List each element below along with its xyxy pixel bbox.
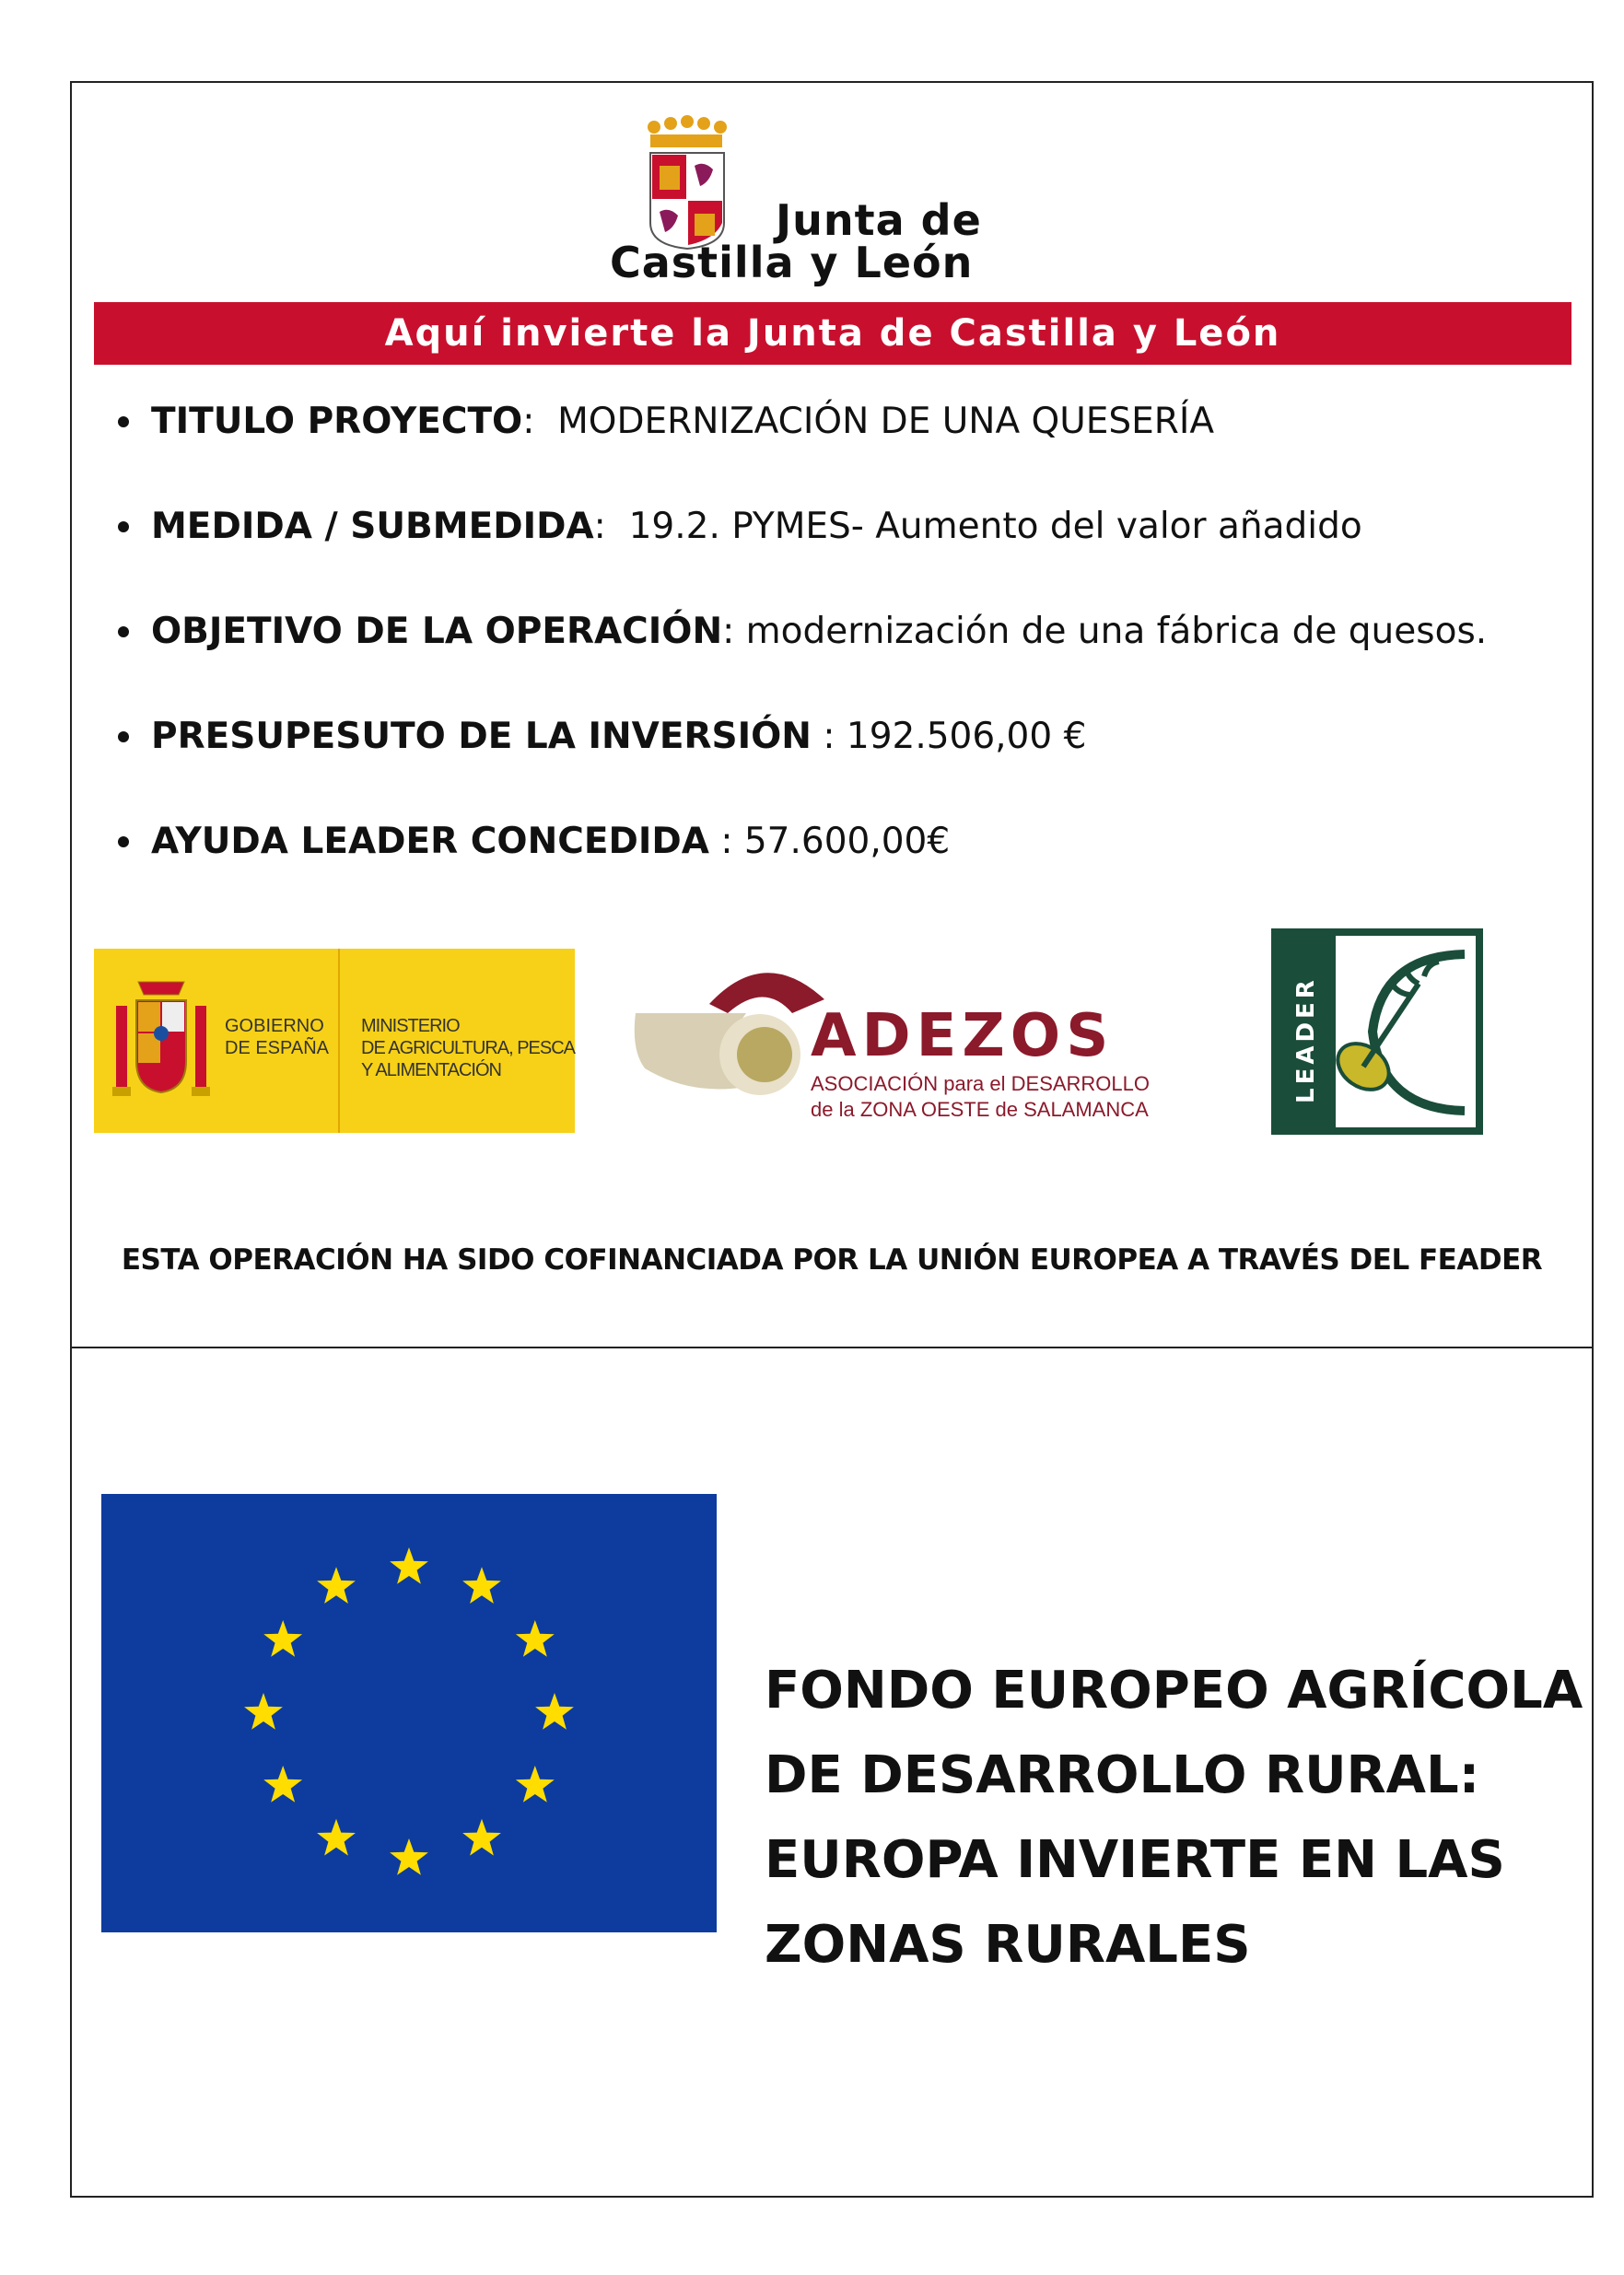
item-label: PRESUPESUTO DE LA INVERSIÓN [151, 716, 812, 757]
list-item [112, 601, 1549, 706]
gobierno-divider [338, 949, 340, 1133]
cofinanced-statement: ESTA OPERACIÓN HA SIDO COFINANCIADA POR LA UNIÓN EUROPEA A TRAVÉS DEL FEADER [121, 1243, 1543, 1277]
item-label: MEDIDA / SUBMEDIDA [151, 506, 594, 547]
eafrd-line: EUROPA INVIERTE EN LAS [765, 1830, 1505, 1890]
list-item [112, 391, 1549, 496]
list-item [112, 811, 1549, 916]
leader-logo [1271, 928, 1483, 1135]
item-value: 57.600,00€ [743, 821, 951, 862]
ministerio-text: MINISTERIO DE AGRICULTURA, PESCA Y ALIMENTACIÓN [361, 1016, 576, 1080]
item-label: TITULO PROYECTO [151, 401, 523, 442]
eafrd-line: FONDO EUROPEO AGRÍCOLA [765, 1661, 1583, 1721]
coat-of-arms-icon [650, 153, 724, 249]
gobierno-espana-text: GOBIERNO DE ESPAÑA [225, 1016, 329, 1058]
spain-coat-of-arms-icon [111, 969, 212, 1116]
item-value: modernización de una fábrica de quesos. [745, 611, 1488, 652]
investment-banner: Aquí invierte la Junta de Castilla y León [94, 302, 1571, 365]
item-label: AYUDA LEADER CONCEDIDA [151, 821, 709, 862]
eafrd-line: ZONAS RURALES [765, 1915, 1251, 1975]
item-value: MODERNIZACIÓN DE UNA QUESERÍA [557, 401, 1215, 442]
item-value: 192.506,00 € [846, 716, 1087, 757]
item-separator: : [593, 506, 629, 547]
leader-logo-text: LEADER [1292, 976, 1320, 1103]
list-item [112, 706, 1549, 811]
item-separator: : [708, 821, 744, 862]
item-value: 19.2. PYMES- Aumento del valor añadido [628, 506, 1362, 547]
item-separator: : [722, 611, 746, 652]
list-item [112, 496, 1549, 601]
item-separator: : [522, 401, 558, 442]
junta-logo-line1: Junta de [776, 195, 982, 245]
eafrd-line: DE DESARROLLO RURAL: [765, 1745, 1480, 1805]
adezos-subtitle-2: de la ZONA OESTE de SALAMANCA [811, 1098, 1149, 1121]
adezos-subtitle-1: ASOCIACIÓN para el DESARROLLO [811, 1072, 1151, 1095]
eu-flag [101, 1494, 717, 1932]
item-separator: : [811, 716, 847, 757]
project-details-list [112, 391, 1549, 916]
junta-logo-line2: Castilla y León [610, 238, 974, 287]
item-label: OBJETIVO DE LA OPERACIÓN [151, 611, 723, 652]
adezos-name: ADEZOS [811, 1002, 1115, 1070]
eafrd-statement [765, 1649, 1583, 1988]
crown-icon [648, 115, 727, 147]
